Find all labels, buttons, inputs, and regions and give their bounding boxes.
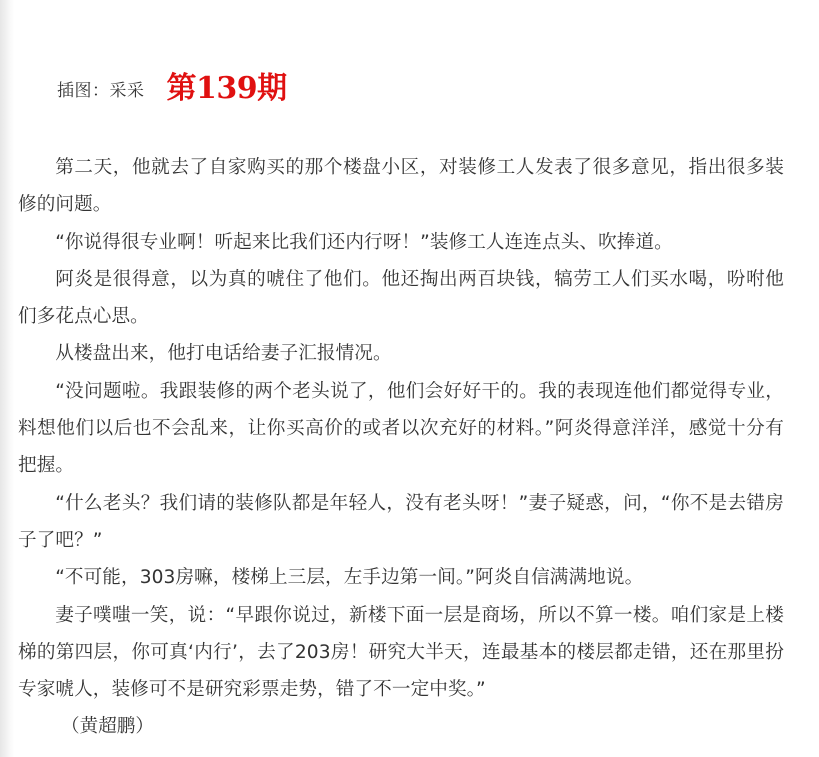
author-byline: （黄超鹏） — [61, 716, 154, 737]
paragraph: 从楼盘出来，他打电话给妻子汇报情况。 — [55, 343, 392, 365]
page-edge-shadow — [0, 0, 14, 757]
paragraph: 妻子噗嗤一笑，说：“早跟你说过，新楼下面一层是商场，所以不算一楼。咱们家是上楼梯的第四层，你可真‘内行’，去了203房！研究大半天，连最基本的楼层都走错，还在那里扮专家唬人，装修可不是研究彩票走势，错了不一定中奖。” — [18, 604, 784, 701]
paragraph: “你说得很专业啊！听起来比我们还内行呀！”装修工人连连点头、吹捧道。 — [55, 231, 673, 253]
issue-number: 第139期 — [166, 71, 287, 106]
article-body — [18, 149, 784, 708]
paragraph: “不可能，303房嘛，楼梯上三层，左手边第一间。”阿炎自信满满地说。 — [55, 567, 644, 589]
paragraph: 第二天，他就去了自家购买的那个楼盘小区，对装修工人发表了很多意见，指出很多装修的问题。 — [18, 157, 784, 216]
illustrator-credit: 插图：采采 — [57, 80, 145, 101]
paragraph: 阿炎是很得意，以为真的唬住了他们。他还掏出两百块钱，犒劳工人们买水喝，吩咐他们多花点心思。 — [18, 268, 784, 328]
paragraph: “没问题啦。我跟装修的两个老头说了，他们会好好干的。我的表现连他们都觉得专业，料想他们以后也不会乱来，让你买高价的或者以次充好的材料。”阿炎得意洋洋，感觉十分有把握。 — [18, 380, 784, 477]
paragraph: “什么老头？我们请的装修队都是年轻人，没有老头呀！”妻子疑惑，问，“你不是去错房子了吧？” — [18, 492, 784, 551]
article-header — [57, 66, 287, 110]
